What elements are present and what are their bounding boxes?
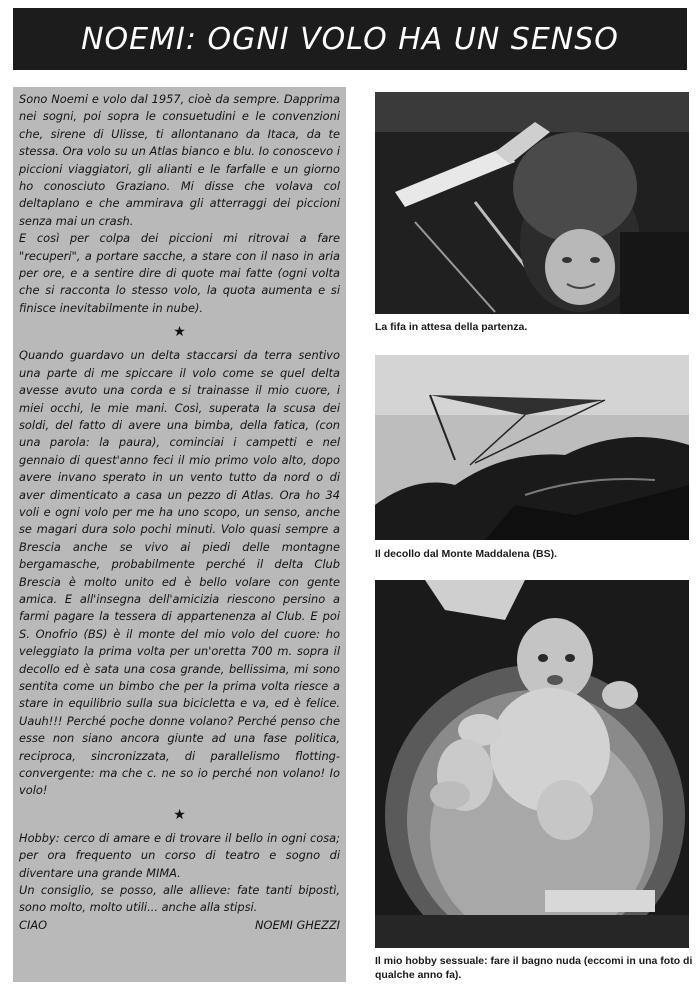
signature-row [19,917,340,934]
photo-hang-glider-launch [375,355,689,540]
article-paragraph: E così per colpa dei piccioni mi ritrovai a fare "recuperi", a portare sacche, a stare con il naso in aria per ore, e a sentire dire di quote mai fatte (ogni volta che si racconta lo stesso volo, la quota aumenta e si finisce inevitabilmente in nube). [19,231,340,315]
star-separator: ★ [173,324,186,341]
closing-text: CIAO [19,917,48,932]
article-paragraph: Un consiglio, se posso, alle allieve: fate tanti bipostì, sono molto, molto utili... anche alla stipsi. [19,883,340,915]
article-paragraph: Hobby: cerco di amare e di trovare il bello in ogni cosa; per ora frequento un corso di teatro e sogno di diventare una grande MIMA. [19,830,340,880]
article-paragraph: Sono Noemi e volo dal 1957, cioè da sempre. Dapprima nei sogni, poi sopra le consuetudini e le convenzioni che, sirene di Ulisse, ti allontanano da Itaca, da te stessa. Ora volo su un Atlas bianco e blu. Io conoscevo i piccioni viaggiatori, gli alianti e le farfalle e un giorno ho conosciuto Graziano. Mi disse che volava col deltaplano e che ammirava gli atterraggi dei piccioni senza mai un crash. [19,92,340,228]
article-text-panel [13,87,346,982]
page-title: NOEMI: OGNI VOLO HA UN SENSO [13,8,687,70]
article-paragraph: Quando guardavo un delta staccarsi da terra sentivo una parte di me spiccare il volo come se quel delta avesse avuto una corda e si trainasse il mio cuore, i miei occhi, le mie mani. Così, superata la scusa dei soldi, del fatto di avere una bimba, della fatica, (con una parola: la paura), cominciai i campetti e nel gennaio di quest'anno feci il mio primo volo alto, dopo avere invano sperato in un vento tutto da nord o di aver dimenticato a casa un pezzo di Atlas. Ora ho 34 voli e ogni volo per me ha uno scopo, un senso, anche se magari dura solo pochi minuti. Volo quasi sempre a Brescia anche se vivo ai piedi delle montagne bergamasche, probabilmente perché il delta Club Brescia è molto unito ed è bello volare con gente amica. E all'insegna dell'amicizia riescono persino a farmi pagare la tessera di appartenenza al Club. E poi S. Onofrio (BS) è il monte del mio volo del cuore: ho veleggiato la prima volta per un'oretta 700 m. sopra il decollo ed è sata una cosa grande, bellissima, mi sono sentita come un bimbo che per la prima volta riesce a stare in equilibrio sulla sua bicicletta e va, ed è felice. Uauh!!! Perché poche donne volano? Perché penso che esse non siano ancora giunte ad una fase politica, reciproca, sincronizzata, di parallelismo flotting-convergente: ma che c. ne so io perché non volano! Io volo! [19,348,340,798]
photo-pilot-helmet [375,92,689,314]
photo-baby-bath [375,580,689,948]
photo-caption: Il decollo dal Monte Maddalena (BS). [375,548,558,560]
star-separator: ★ [173,806,186,823]
author-signature: NOEMI GHEZZI [254,917,340,932]
photo-caption: La fifa in attesa della partenza. [375,321,528,333]
photo-caption: Il mio hobby sessuale: fare il bagno nuda (eccomi in una foto di qualche anno fa). [375,955,693,981]
